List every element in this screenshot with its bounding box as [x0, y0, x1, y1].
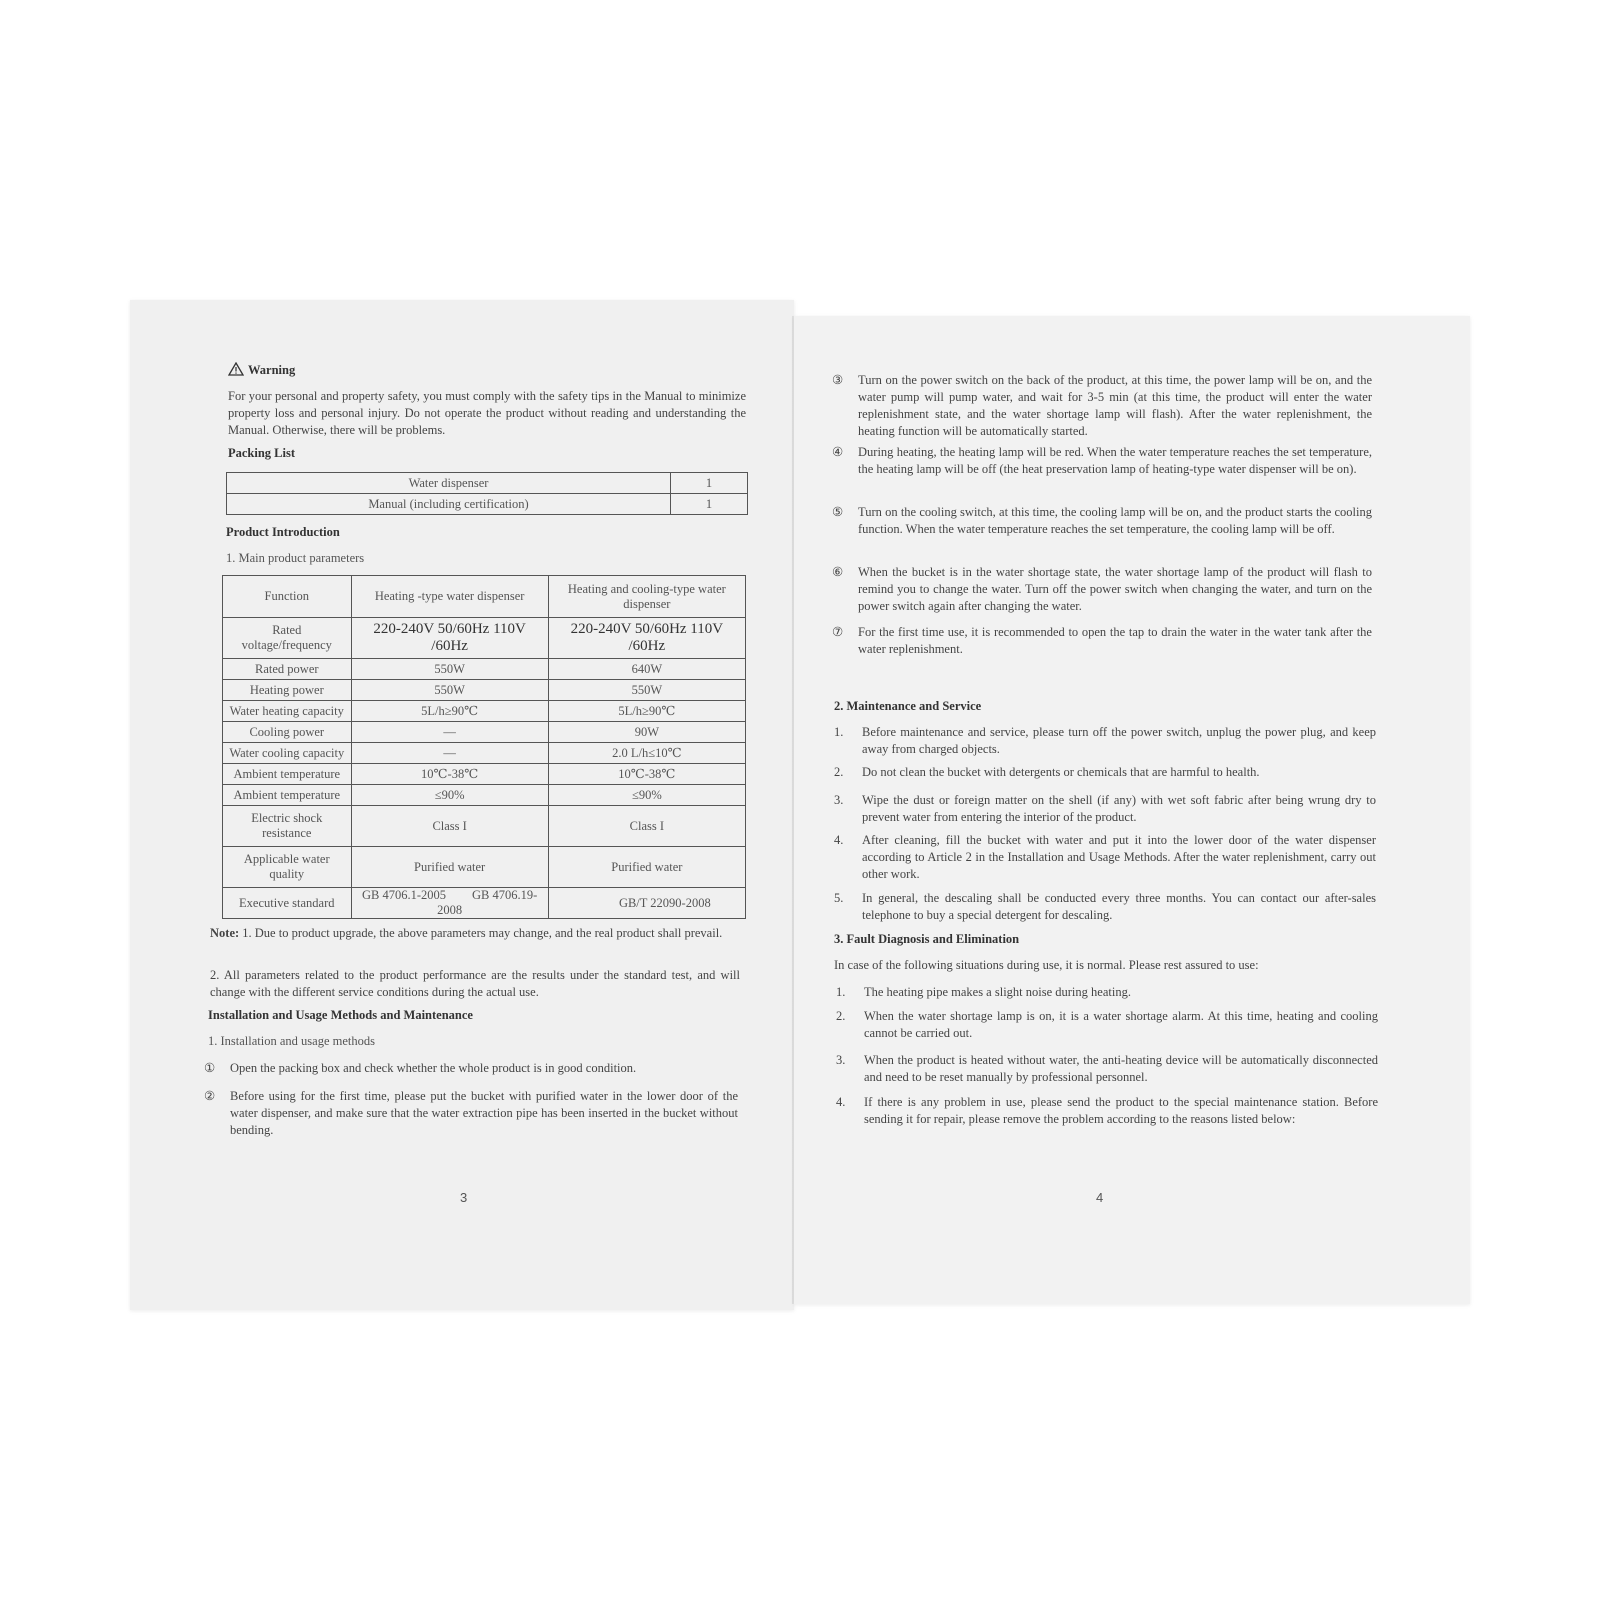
- list-item-num: ⑤: [832, 505, 844, 519]
- params-row: [223, 806, 746, 847]
- list-item-num: ⑥: [832, 565, 844, 579]
- packing-list-title: Packing List: [228, 446, 296, 460]
- list-item: [834, 832, 1376, 883]
- params-cell-cool: 2.0 L/h≤10℃: [548, 743, 745, 764]
- list-item: [834, 764, 1376, 781]
- page-number-left: 3: [460, 1190, 468, 1205]
- list-item-text: Wipe the dust or foreign matter on the shell (if any) with wet soft fabric after being wrung dry to prevent water from entering the interior of the product.: [862, 793, 1376, 824]
- params-cell-cool: 220-240V 50/60Hz 110V /60Hz: [548, 618, 745, 659]
- params-cell-heat: ≤90%: [351, 785, 548, 806]
- params-cell-cool: GB/T 22090-2008: [548, 888, 745, 919]
- packing-item: Water dispenser: [227, 473, 671, 494]
- params-table: [222, 575, 746, 919]
- list-item-num: ④: [832, 445, 844, 459]
- params-cell-cool: 90W: [548, 722, 745, 743]
- list-item-text: When the bucket is in the water shortage state, the water shortage lamp of the product will flash to remind you to change the water. Turn off the power switch when changing the water, and turn on the power switch again after changing the water.: [858, 565, 1372, 613]
- list-item: [832, 444, 1372, 478]
- list-item-num: 1.: [834, 725, 844, 739]
- note-label: Note:: [210, 926, 240, 940]
- standard-b: GB 4706.19-2008: [437, 888, 538, 917]
- list-item-num: 5.: [834, 891, 844, 905]
- list-item: [836, 1052, 1378, 1086]
- list-item-num: ⑦: [832, 625, 844, 639]
- list-item: [836, 984, 1378, 1001]
- list-item-text: Do not clean the bucket with detergents or chemicals that are harmful to health.: [862, 765, 1260, 779]
- note-1-text: 1. Due to product upgrade, the above parameters may change, and the real product shall prevail.: [242, 926, 723, 940]
- packing-row: [227, 494, 748, 515]
- list-item-num: 2.: [836, 1009, 846, 1023]
- params-cell-cool: 5L/h≥90℃: [548, 701, 745, 722]
- list-item: [834, 890, 1376, 924]
- standard-a: GB 4706.1-2005: [361, 888, 446, 902]
- list-item-num: 3.: [836, 1053, 846, 1067]
- params-row: [223, 785, 746, 806]
- list-item: [836, 1094, 1378, 1128]
- params-header-cooling: Heating and cooling-type water dispenser: [548, 576, 745, 618]
- fault-intro: In case of the following situations during use, it is normal. Please rest assured to use:: [834, 958, 1259, 972]
- fault-title: 3. Fault Diagnosis and Elimination: [834, 932, 1020, 946]
- params-row: [223, 680, 746, 701]
- list-item: [832, 504, 1372, 538]
- params-cell-heat: 220-240V 50/60Hz 110V /60Hz: [351, 618, 548, 659]
- params-header-function: Function: [223, 576, 352, 618]
- install-subtitle: 1. Installation and usage methods: [208, 1034, 375, 1048]
- params-row: [223, 764, 746, 785]
- params-cell-fn: Executive standard: [223, 888, 352, 919]
- params-cell-heat: 5L/h≥90℃: [351, 701, 548, 722]
- list-item-text: In general, the descaling shall be conducted every three months. You can contact our after-sales telephone to buy a special detergent for descaling.: [862, 891, 1376, 922]
- params-cell-heat: Purified water: [351, 847, 548, 888]
- packing-qty: 1: [671, 494, 748, 515]
- packing-row: [227, 473, 748, 494]
- params-row: [223, 743, 746, 764]
- warning-text: For your personal and property safety, you must comply with the safety tips in the Manual to minimize property loss and personal injury. Do not operate the product without reading and understanding the Manual. Otherwise, there will be problems.: [228, 389, 746, 437]
- product-intro-title: Product Introduction: [226, 525, 340, 539]
- page-number-right: 4: [1096, 1190, 1104, 1205]
- list-item-text: Before maintenance and service, please turn off the power switch, unplug the power plug, and keep away from charged objects.: [862, 725, 1376, 756]
- note-1: [210, 925, 740, 942]
- list-item-text: The heating pipe makes a slight noise during heating.: [864, 985, 1131, 999]
- params-cell-heat: [351, 888, 548, 919]
- install-item-num: ②: [204, 1089, 216, 1103]
- params-row: [223, 618, 746, 659]
- params-cell-fn: Electric shock resistance: [223, 806, 352, 847]
- params-cell-fn: Ambient temperature: [223, 764, 352, 785]
- packing-list-table: [226, 472, 748, 515]
- params-cell-cool: ≤90%: [548, 785, 745, 806]
- params-cell-fn: Rated voltage/frequency: [223, 618, 352, 659]
- warning-icon: [228, 362, 244, 376]
- install-title: Installation and Usage Methods and Maintenance: [208, 1008, 473, 1022]
- list-item-num: 4.: [834, 833, 844, 847]
- params-cell-cool: 550W: [548, 680, 745, 701]
- list-item: [834, 792, 1376, 826]
- note-2: 2. All parameters related to the product performance are the results under the standard test, and will change with the different service conditions during the actual use.: [210, 968, 740, 999]
- params-cell-cool: Purified water: [548, 847, 745, 888]
- params-cell-fn: Rated power: [223, 659, 352, 680]
- list-item-num: 2.: [834, 765, 844, 779]
- warning-heading: [228, 362, 295, 378]
- params-row: [223, 701, 746, 722]
- params-cell-heat: —: [351, 743, 548, 764]
- list-item-text: After cleaning, fill the bucket with water and put it into the lower door of the water dispenser according to Article 2 in the Installation and Usage Methods. After the water replenishment, carry out other work.: [862, 833, 1376, 881]
- right-page: [794, 316, 1470, 1304]
- list-item: [832, 564, 1372, 615]
- install-item-text: Open the packing box and check whether the whole product is in good condition.: [230, 1061, 637, 1075]
- list-item-text: For the first time use, it is recommended to open the tap to drain the water in the water tank after the water replenishment.: [858, 625, 1372, 656]
- list-item-text: If there is any problem in use, please send the product to the special maintenance station. Before sending it for repair, please remove the problem according to the reasons listed below:: [864, 1095, 1378, 1126]
- params-row: [223, 659, 746, 680]
- list-item-text: When the water shortage lamp is on, it is a water shortage alarm. At this time, heating and cooling cannot be carried out.: [864, 1009, 1378, 1040]
- list-item-num: 1.: [836, 985, 846, 999]
- install-item-num: ①: [204, 1061, 216, 1075]
- params-cell-heat: 550W: [351, 680, 548, 701]
- list-item: [834, 724, 1376, 758]
- params-cell-heat: 10℃-38℃: [351, 764, 548, 785]
- params-cell-heat: Class I: [351, 806, 548, 847]
- params-header-heating: Heating -type water dispenser: [351, 576, 548, 618]
- params-cell-fn: Heating power: [223, 680, 352, 701]
- params-cell-fn: Applicable water quality: [223, 847, 352, 888]
- left-page: [130, 300, 794, 1310]
- install-item-2: [204, 1088, 738, 1139]
- list-item-num: 3.: [834, 793, 844, 807]
- list-item-text: Turn on the cooling switch, at this time, the cooling lamp will be on, and the product starts the cooling function. When the water temperature reaches the set temperature, the cooling lamp will be off.: [858, 505, 1372, 536]
- params-title: 1. Main product parameters: [226, 551, 365, 565]
- params-row: [223, 722, 746, 743]
- packing-qty: 1: [671, 473, 748, 494]
- params-cell-heat: 550W: [351, 659, 548, 680]
- list-item-text: During heating, the heating lamp will be red. When the water temperature reaches the set temperature, the heating lamp will be off (the heat preservation lamp of heating-type water dispenser will be on).: [858, 445, 1372, 476]
- install-item-text: Before using for the first time, please put the bucket with purified water in the lower door of the water dispenser, and make sure that the water extraction pipe has been inserted in the bucket without bending.: [230, 1089, 738, 1137]
- params-cell-cool: Class I: [548, 806, 745, 847]
- list-item-text: When the product is heated without water, the anti-heating device will be automatically disconnected and need to be reset manually by professional personnel.: [864, 1053, 1378, 1084]
- params-cell-fn: Water heating capacity: [223, 701, 352, 722]
- list-item-num: 4.: [836, 1095, 846, 1109]
- params-cell-fn: Ambient temperature: [223, 785, 352, 806]
- list-item: [836, 1008, 1378, 1042]
- packing-item: Manual (including certification): [227, 494, 671, 515]
- warning-title: Warning: [248, 363, 296, 377]
- list-item-num: ③: [832, 373, 844, 387]
- list-item: [832, 372, 1372, 440]
- params-cell-cool: 640W: [548, 659, 745, 680]
- params-row: [223, 847, 746, 888]
- params-cell-fn: Water cooling capacity: [223, 743, 352, 764]
- install-item-1: [204, 1060, 738, 1077]
- params-cell-cool: 10℃-38℃: [548, 764, 745, 785]
- params-cell-fn: Cooling power: [223, 722, 352, 743]
- params-row-executive: [223, 888, 746, 919]
- params-cell-heat: —: [351, 722, 548, 743]
- list-item: [832, 624, 1372, 658]
- list-item-text: Turn on the power switch on the back of the product, at this time, the power lamp will be on, and the water pump will pump water, and wait for 3-5 min (at this time, the product will enter the water replenishment state, and the water shortage lamp will flash). After the water replenishment, the heating function will be automatically started.: [858, 373, 1372, 438]
- maintenance-title: 2. Maintenance and Service: [834, 699, 982, 713]
